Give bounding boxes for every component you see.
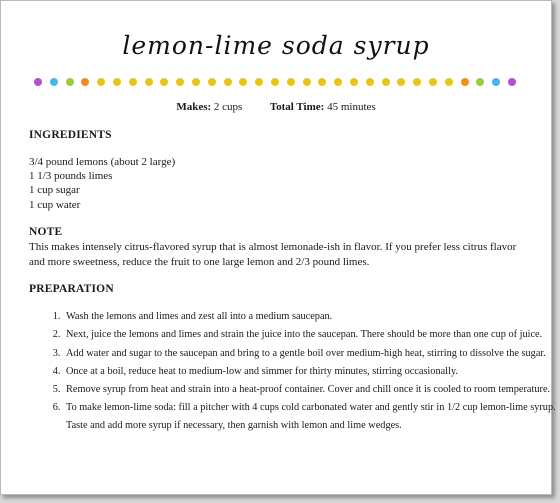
decorative-dot xyxy=(34,78,42,86)
preparation-steps xyxy=(29,308,560,435)
decorative-dot xyxy=(366,78,374,86)
ingredient-item: 1 cup sugar xyxy=(29,184,80,197)
total-time-label: Total Time: xyxy=(269,101,325,113)
decorative-dot xyxy=(445,78,453,86)
decorative-dot xyxy=(208,78,216,86)
makes-label: Makes: xyxy=(176,101,212,113)
decorative-dot xyxy=(303,78,311,86)
decorative-dot xyxy=(508,78,516,86)
decorative-dot xyxy=(318,78,326,86)
preparation-step: 4. Once at a boil, reduce heat to medium-low and simmer for thirty minutes, stirring occasionally. xyxy=(63,363,560,380)
note-text: This makes intensely citrus-flavored syrup that is almost lemonade-ish in flavor. If you prefer less citrus flavor and more sweetness, reduce the fruit to one large lemon and 2/3 pound limes. xyxy=(29,241,517,268)
decorative-dot xyxy=(492,78,500,86)
decorative-dot xyxy=(145,78,153,86)
decorative-dot xyxy=(192,78,200,86)
decorative-dot xyxy=(97,78,105,86)
preparation-heading: PREPARATION xyxy=(29,283,114,295)
decorative-dot xyxy=(239,78,247,86)
decorative-dot xyxy=(287,78,295,86)
preparation-step: 5. Remove syrup from heat and strain into a heat-proof container. Cover and chill once it is cooled to room temperature. xyxy=(63,381,560,398)
recipe-title: lemon-lime soda syrup xyxy=(122,31,430,60)
ingredients-list xyxy=(29,155,175,212)
decorative-dot xyxy=(176,78,184,86)
decorative-dot xyxy=(476,78,484,86)
decorative-dot xyxy=(461,78,469,86)
decorative-dot xyxy=(334,78,342,86)
decorative-dot xyxy=(397,78,405,86)
decorative-dot xyxy=(224,78,232,86)
decorative-dot xyxy=(429,78,437,86)
decorative-dot xyxy=(255,78,263,86)
decorative-dot xyxy=(350,78,358,86)
decorative-dot xyxy=(160,78,168,86)
decorative-dot xyxy=(113,78,121,86)
ingredients-heading: INGREDIENTS xyxy=(29,129,112,141)
decorative-dot xyxy=(129,78,137,86)
decorative-dot-border xyxy=(34,78,516,88)
note-heading: NOTE xyxy=(29,226,63,238)
preparation-step: 6. To make lemon-lime soda: fill a pitcher with 4 cups cold carbonated water and gently stir in 1/2 cup lemon-lime syrup. Taste and add more syrup if necessary, then garnish with lemon and lime wedges. xyxy=(63,399,560,434)
preparation-step: 3. Add water and sugar to the saucepan and bring to a gentle boil over medium-high heat, stirring to dissolve the sugar. xyxy=(63,345,560,362)
decorative-dot xyxy=(50,78,58,86)
ingredient-item: 1 1/3 pounds limes xyxy=(29,170,113,183)
total-time-value: 45 minutes xyxy=(327,101,376,113)
preparation-step: 1. Wash the lemons and limes and zest all into a medium saucepan. xyxy=(63,308,560,325)
preparation-step: 2. Next, juice the lemons and limes and strain the juice into the saucepan. There should be more than one cup of juice. xyxy=(63,326,560,343)
decorative-dot xyxy=(271,78,279,86)
decorative-dot xyxy=(413,78,421,86)
decorative-dot xyxy=(382,78,390,86)
recipe-meta xyxy=(1,101,551,113)
decorative-dot xyxy=(66,78,74,86)
decorative-dot xyxy=(81,78,89,86)
ingredient-item: 3/4 pound lemons (about 2 large) xyxy=(29,156,176,168)
ingredient-item: 1 cup water xyxy=(29,198,81,211)
makes-value: 2 cups xyxy=(213,101,243,113)
